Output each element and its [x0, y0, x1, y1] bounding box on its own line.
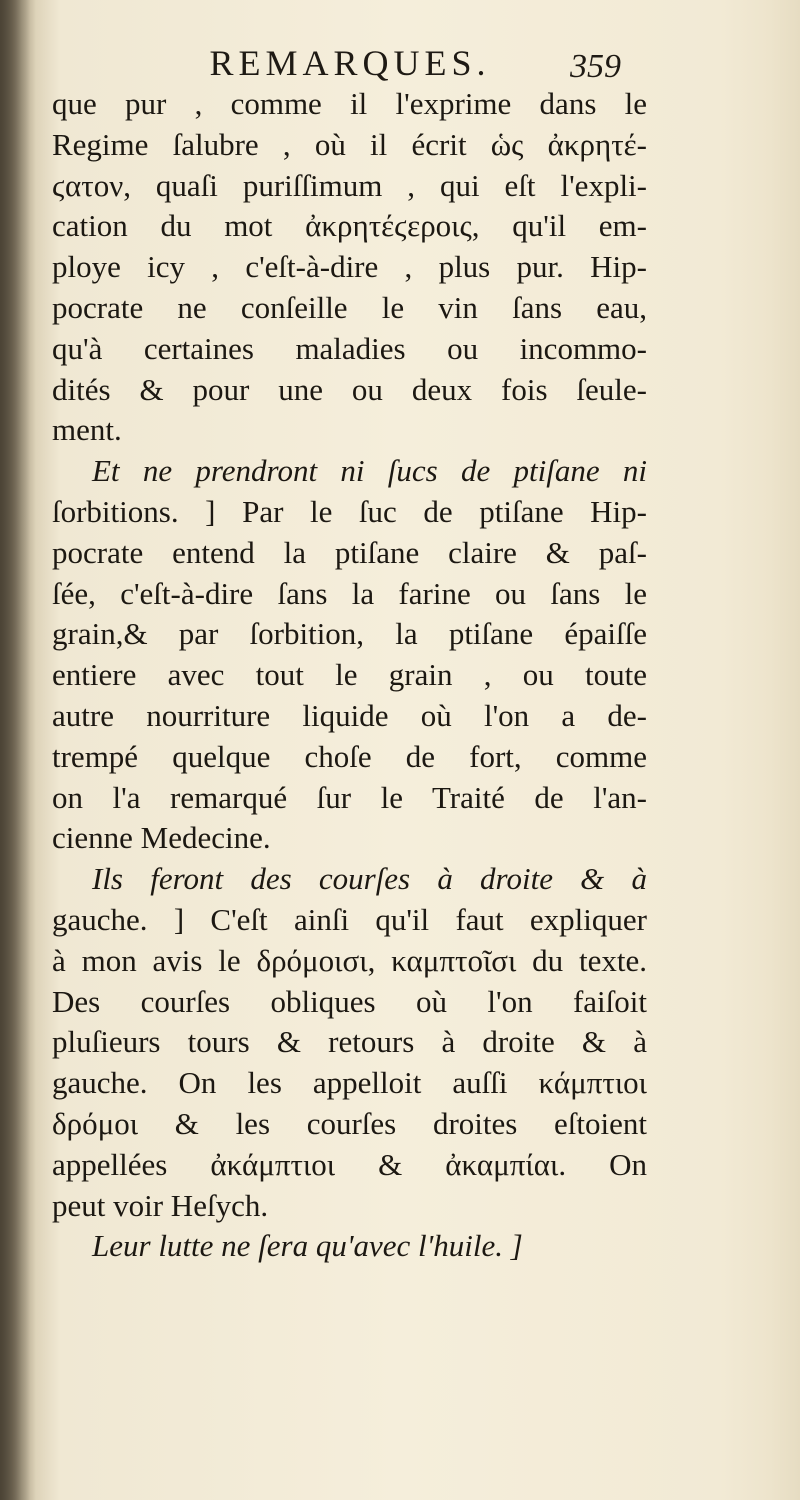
text-line: ϛατον, quaſi puriſſimum , qui eſt l'expli- [52, 167, 647, 203]
text-line: qu'à certaines maladies ou incommo- [52, 330, 647, 366]
body-text [52, 84, 647, 1267]
text-line: Des courſes obliques où l'on faiſoit [52, 983, 647, 1019]
text-line: δρόμοι & les courſes droites eſtoient [52, 1105, 647, 1141]
lemma-line: Ils feront des courſes à droite & à [92, 861, 647, 897]
page-number: 359 [570, 48, 621, 85]
text-line: on l'a remarqué ſur le Traité de l'an- [52, 779, 647, 815]
text-line: trempé quelque choſe de fort, comme [52, 738, 647, 774]
text-line: appellées ἀκάμπτιοι & ἀκαμπίαι. On [52, 1146, 647, 1182]
text-line: à mon avis le δρόμοισι, καμπτοῖσι du texte. [52, 942, 647, 978]
text-line: gauche. On les appelloit auſſi κάμπτιοι [52, 1065, 647, 1101]
text-line: pocrate entend la ptiſane claire & paſ- [52, 534, 647, 570]
text-line: dités & pour une ou deux fois ſeule- [52, 371, 647, 407]
text-line: pocrate ne conſeille le vin ſans eau, [52, 289, 647, 325]
lemma-line: Et ne prendront ni ſucs de ptiſane ni [92, 453, 647, 489]
running-title: REMARQUES. [209, 43, 491, 83]
running-head [40, 42, 660, 84]
text-line: pluſieurs tours & retours à droite & à [52, 1024, 647, 1060]
text-line: ſée, c'eſt-à-dire ſans la farine ou ſans le [52, 575, 647, 611]
text-line: cation du mot ἀκρητέϛεροις, qu'il em- [52, 208, 647, 244]
text-line: cienne Medecine. [52, 820, 271, 856]
text-line: Regime ſalubre , où il écrit ὡς ἀκρητέ- [52, 126, 647, 162]
text-line: entiere avec tout le grain , ou toute [52, 657, 647, 693]
text-line: ſorbitions. ] Par le ſuc de ptiſane Hip- [52, 493, 647, 529]
text-line: gauche. ] C'eſt ainſi qu'il faut expliquer [52, 901, 647, 937]
lemma-line: Leur lutte ne ſera qu'avec l'huile. ] [92, 1228, 523, 1264]
spine-shadow [0, 0, 36, 1500]
text-line: autre nourriture liquide où l'on a de- [52, 697, 647, 733]
text-line: peut voir Heſych. [52, 1187, 269, 1223]
text-line: que pur , comme il l'exprime dans le [52, 86, 647, 121]
text-line: grain,& par ſorbition, la ptiſane épaiſſe [52, 616, 647, 652]
text-line: ment. [52, 412, 122, 448]
text-line: ploye icy , c'eſt-à-dire , plus pur. Hip- [52, 249, 647, 285]
